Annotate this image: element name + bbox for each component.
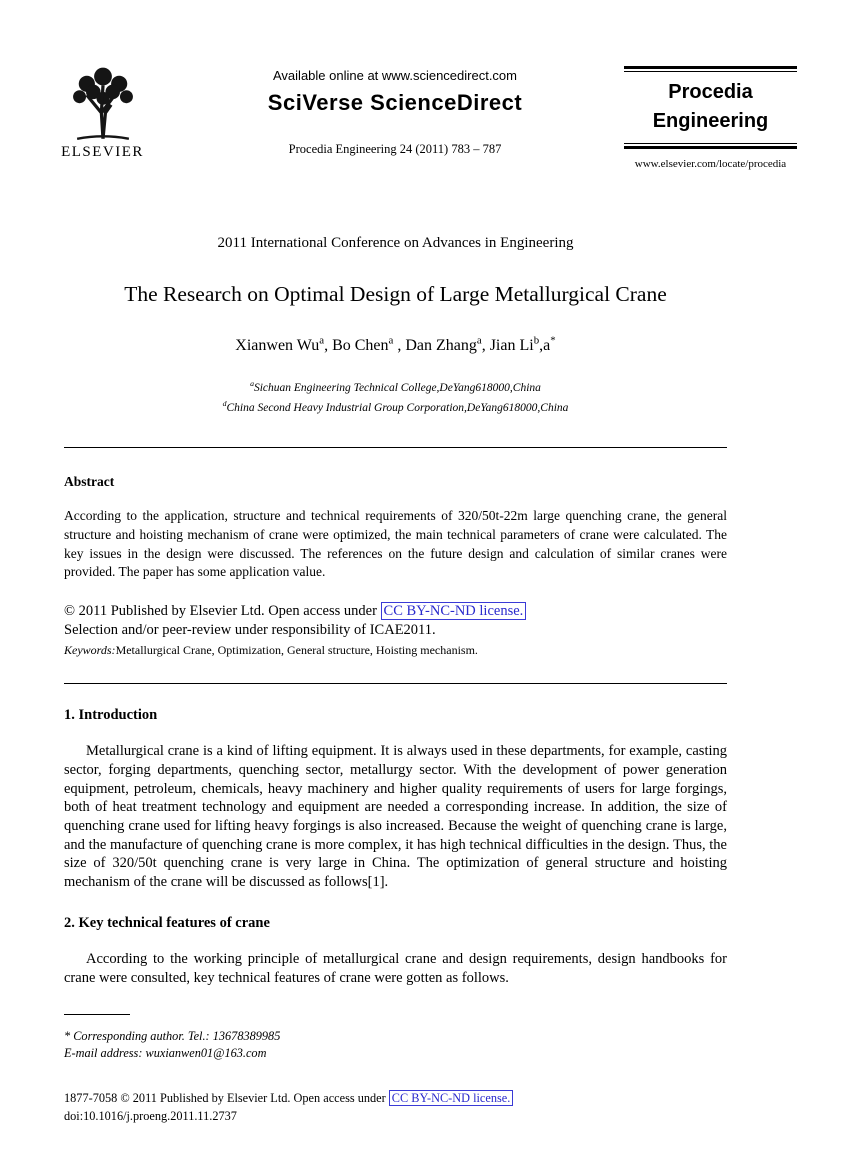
copyright-text: © 2011 Published by Elsevier Ltd. Open access under: [64, 603, 381, 620]
author-part: ,a*: [539, 335, 556, 355]
masthead-rule-bottom-thick: [624, 146, 797, 149]
elsevier-locate-url: www.elsevier.com/locate/procedia: [634, 158, 787, 170]
author-part: Xianwen Wu$^a$: [235, 335, 325, 355]
footer-block: [64, 1090, 727, 1125]
section-2-heading: 2. Key technical features of crane: [64, 914, 270, 931]
elsevier-logo: [55, 66, 150, 161]
section-1-heading: 1. Introduction: [64, 707, 158, 724]
elsevier-tree-icon: [62, 66, 144, 142]
section-2-paragraph: According to the working principle of metallurgical crane and design requirements, design handbooks for crane were consulted, key technical features of crane were gotten as follows.: [64, 950, 727, 986]
procedia-masthead: [624, 66, 797, 170]
divider-rule: [64, 683, 727, 684]
author-affil-sup: a: [319, 335, 325, 347]
author-part: , Jian Li$^b$: [481, 335, 540, 355]
header-center: [180, 68, 610, 157]
procedia-title-line1: Procedia: [668, 81, 753, 103]
section-1-paragraph: Metallurgical crane is a kind of lifting equipment. It is always used in these departments, for example, casting sector, forging departments, quenching sector, metallurgy sector. With the development of power generation equipment, petroleum, chemicals, heavy machinery and higher quality requirements of users for large forgings, both of heat treatment technology and equipment are needed a corresponding increase. In addition, the size of quenching crane used for lifting heavy forgings is also increased. Because the weight of quenching crane is large, and the manufacture of quenching crane is more complex, it has high technical difficulties in the design. Thus, the size of 320/50t quenching crane is very large in China. The optimization of general structure and hoisting mechanism of the crane will be discussed as follows[1].: [64, 743, 727, 891]
affiliation-d: $^d$China Second Heavy Industrial Group Corporation,DeYang618000,China: [222, 399, 569, 414]
conference-line: 2011 International Conference on Advances in Engineering: [217, 235, 574, 251]
keywords-line: [64, 643, 727, 658]
cc-license-link-footer[interactable]: CC BY-NC-ND license.: [389, 1090, 514, 1106]
abstract-heading: Abstract: [64, 473, 115, 489]
author-affil-sup: b: [533, 335, 540, 347]
affiliation-a: $^a$Sichuan Engineering Technical College,DeYang618000,China: [250, 379, 541, 395]
doi-line: doi:10.1016/j.proeng.2011.11.2737: [64, 1108, 237, 1123]
cc-license-link[interactable]: CC BY-NC-ND license.: [381, 602, 527, 620]
article-title: The Research on Optimal Design of Large Metallurgical Crane: [124, 282, 667, 306]
available-online-text: Available online at www.sciencedirect.com: [273, 68, 517, 83]
journal-citation: Procedia Engineering 24 (2011) 783 – 787: [288, 142, 502, 156]
corresponding-author-star: *: [550, 335, 556, 347]
affiliations: [64, 376, 727, 416]
email-note: E-mail address: wuxianwen01@163.com: [64, 1045, 267, 1060]
page-header: [0, 0, 846, 205]
copyright-line: [64, 602, 727, 621]
keywords-text: Metallurgical Crane, Optimization, General structure, Hoisting mechanism.: [115, 643, 478, 658]
procedia-title: [624, 72, 797, 143]
author-line: [64, 335, 727, 355]
keywords-label: Keywords:: [64, 643, 116, 658]
footnote-block: [64, 1028, 727, 1061]
footnote-rule: [64, 1014, 130, 1015]
author-affil-sup: a: [476, 335, 482, 347]
author-part: , Dan Zhang$^a$: [393, 335, 482, 355]
issn-copyright-text: 1877-7058 © 2011 Published by Elsevier Ltd. Open access under: [64, 1091, 389, 1106]
author-part: , Bo Chen$^a$: [324, 335, 394, 355]
sciverse-sciencedirect-logo: SciVerse ScienceDirect: [267, 90, 523, 115]
divider-rule: [64, 447, 727, 448]
corresponding-author-note: * Corresponding author. Tel.: 13678389985: [64, 1029, 281, 1044]
peer-review-line: Selection and/or peer-review under responsibility of ICAE2011.: [64, 622, 436, 639]
issn-copyright-line: [64, 1090, 727, 1108]
elsevier-wordmark: ELSEVIER: [61, 144, 144, 160]
abstract-text: According to the application, structure and technical requirements of 320/50t-22m large quenching crane, the general structure and hoisting mechanism of crane were optimized, the main technical parameters of crane were calculated. The key issues in the design were discussed. The references on the future design and calculation of similar cranes were provided. The paper has some application value.: [64, 507, 727, 580]
article-content: [64, 235, 727, 1125]
author-affil-sup: a: [388, 335, 394, 347]
procedia-title-line2: Engineering: [652, 110, 769, 132]
